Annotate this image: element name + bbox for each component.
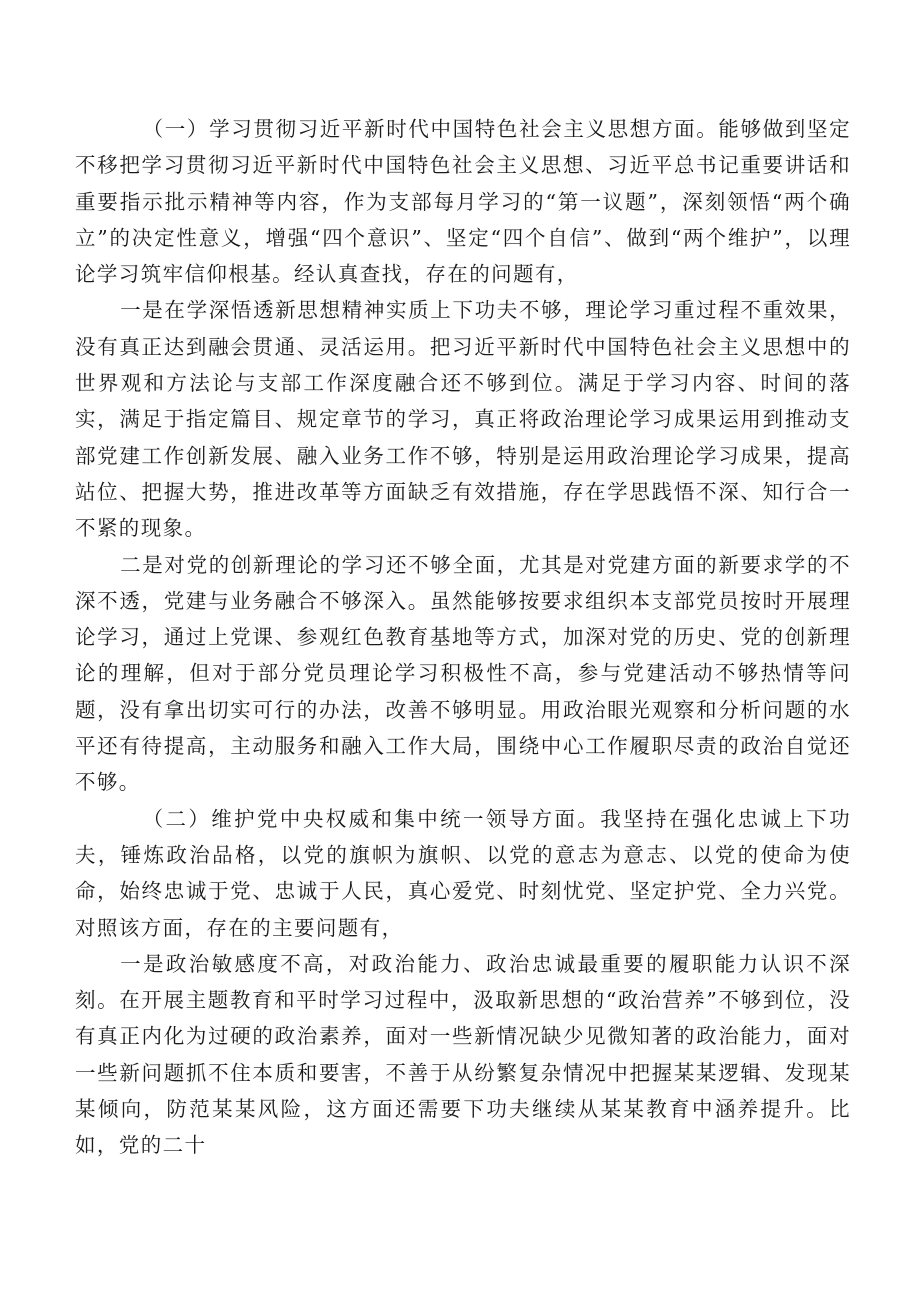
section-heading-paragraph: （一）学习贯彻习近平新时代中国特色社会主义思想方面。能够做到坚定不移把学习贯彻习近平新时代中国特色社会主义思想、习近平总书记重要讲话和重要指示批示精神等内容，作为支部每月学习的“第一议题”，深刻领悟“两个确立”的决定性意义，增强“四个意识”、坚定“四个自信”、做到“两个维护”，以理论学习筑牢信仰根基。经认真查找，存在的问题有， <box>75 117 851 287</box>
body-paragraph: 一是在学深悟透新思想精神实质上下功夫不够，理论学习重过程不重效果，没有真正达到融会贯通、灵活运用。把习近平新时代中国特色社会主义思想中的世界观和方法论与支部工作深度融合还不够到位。满足于学习内容、时间的落实，满足于指定篇目、规定章节的学习，真正将政治理论学习成果运用到推动支部党建工作创新发展、融入业务工作不够，特别是运用政治理论学习成果，提高站位、把握大势，推进改革等方面缺乏有效措施，存在学思践悟不深、知行合一不紧的现象。 <box>75 298 851 541</box>
body-paragraph: 二是对党的创新理论的学习还不够全面，尤其是对党建方面的新要求学的不深不透，党建与业务融合不够深入。虽然能够按要求组织本支部党员按时开展理论学习，通过上党课、参观红色教育基地等方式，加深对党的历史、党的创新理论的理解，但对于部分党员理论学习积极性不高，参与党建活动不够热情等问题，没有拿出切实可行的办法，改善不够明显。用政治眼光观察和分析问题的水平还有待提高，主动服务和融入工作大局，围绕中心工作履职尽责的政治自觉还不够。 <box>75 552 851 795</box>
body-paragraph: 一是政治敏感度不高，对政治能力、政治忠诚最重要的履职能力认识不深刻。在开展主题教育和平时学习过程中，汲取新思想的“政治营养”不够到位，没有真正内化为过硬的政治素养，面对一些新情况缺少见微知著的政治能力，面对一些新问题抓不住本质和要害，不善于从纷繁复杂情况中把握某某逻辑、发现某某倾向，防范某某风险，这方面还需要下功夫继续从某某教育中涵养提升。比如，党的二十 <box>75 951 851 1158</box>
document-page <box>75 111 851 1164</box>
section-heading-paragraph: （二）维护党中央权威和集中统一领导方面。我坚持在强化忠诚上下功夫，锤炼政治品格，以党的旗帜为旗帜、以党的意志为意志、以党的使命为使命，始终忠诚于党、忠诚于人民，真心爱党、时刻忧党、坚定护党、全力兴党。对照该方面，存在的主要问题有， <box>75 806 851 940</box>
